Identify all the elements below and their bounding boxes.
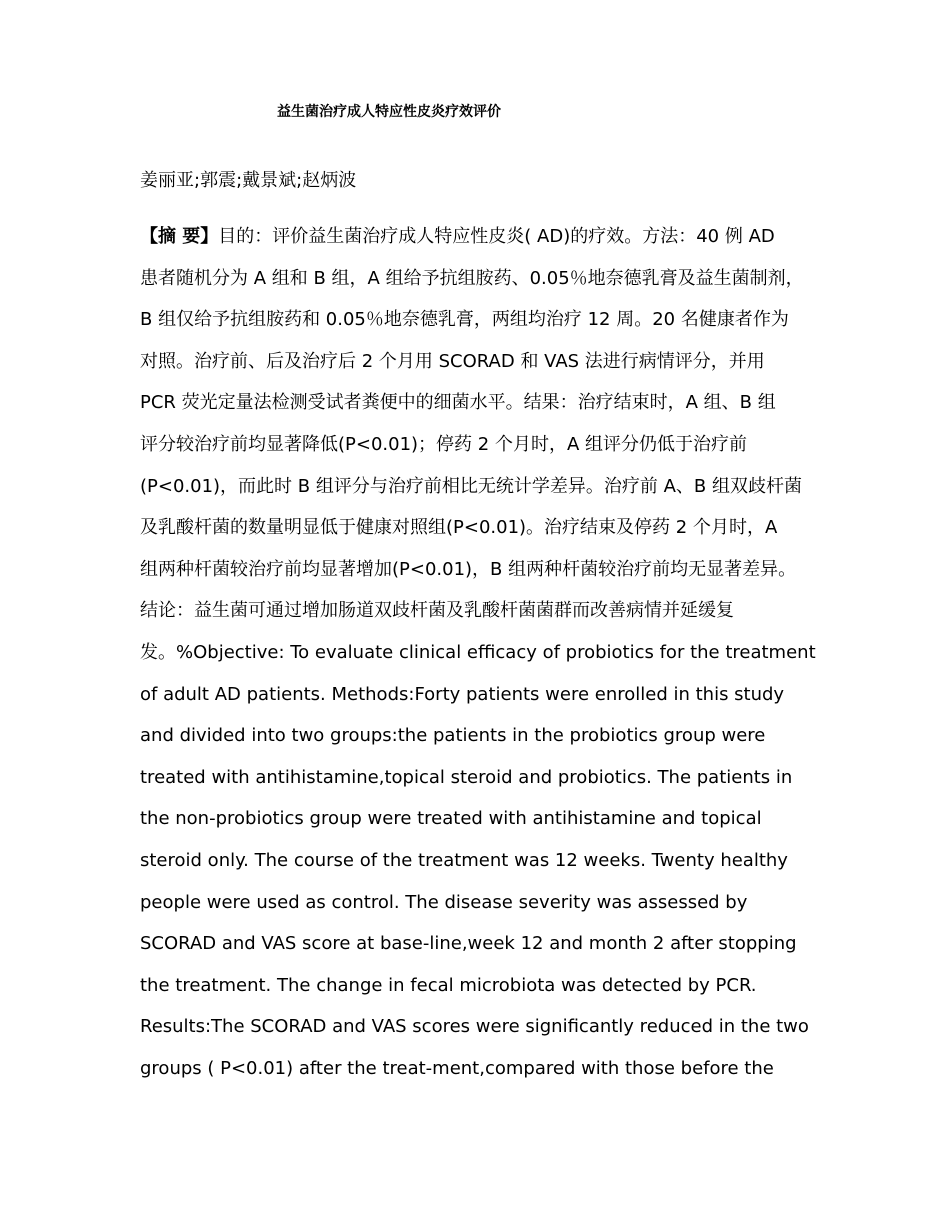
- abstract-line: [140, 844, 840, 886]
- abstract-line-text: PCR 荧光定量法检测受试者粪便中的细菌水平。结果：治疗结束时，A 组、B 组: [140, 392, 776, 414]
- abstract-line-text: (P<0.01)，而此时 B 组评分与治疗前相比无统计学差异。治疗前 A、B 组双歧杆菌: [140, 475, 802, 497]
- abstract-line-text: and divided into two groups:the patients in the probiotics group were: [140, 725, 766, 747]
- abstract: [140, 220, 840, 1093]
- abstract-line-text: 对照。治疗前、后及治疗后 2 个月用 SCORAD 和 VAS 法进行病情评分，并用: [140, 350, 765, 372]
- abstract-line-text: 目的：评价益生菌治疗成人特应性皮炎( AD)的疗效。方法：40 例 AD: [218, 226, 775, 247]
- abstract-line: [140, 886, 840, 928]
- abstract-line-text: of adult AD patients. Methods:Forty patients were enrolled in this study: [140, 683, 785, 705]
- abstract-line-text: the treatment. The change in fecal microbiota was detected by PCR.: [140, 974, 757, 996]
- abstract-line: [140, 719, 840, 761]
- abstract-line: [140, 470, 840, 512]
- abstract-line-text: treated with antihistamine,topical steroid and probiotics. The patients in: [140, 766, 793, 788]
- abstract-line: [140, 262, 840, 304]
- abstract-line: [140, 1010, 840, 1052]
- abstract-line-text: people were used as control. The disease severity was assessed by: [140, 891, 748, 913]
- abstract-line-text: 及乳酸杆菌的数量明显低于健康对照组(P<0.01)。治疗结束及停药 2 个月时，A: [140, 517, 778, 539]
- abstract-line-text: steroid only. The course of the treatment was 12 weeks. Twenty healthy: [140, 849, 788, 871]
- abstract-line-text: 结论：益生菌可通过增加肠道双歧杆菌及乳酸杆菌菌群而改善病情并延缓复: [140, 600, 734, 622]
- abstract-line-text: 患者随机分为 A 组和 B 组，A 组给予抗组胺药、0.05％地奈德乳膏及益生菌制剂，: [140, 267, 804, 289]
- abstract-line-text: B 组仅给予抗组胺药和 0.05％地奈德乳膏，两组均治疗 12 周。20 名健康者作为: [140, 309, 789, 331]
- abstract-label: 【摘 要】: [140, 226, 219, 247]
- abstract-line-text: 评分较治疗前均显著降低(P<0.01)；停药 2 个月时，A 组评分仍低于治疗前: [140, 433, 747, 455]
- abstract-line: [140, 678, 840, 720]
- abstract-line: [140, 345, 840, 387]
- abstract-line: [140, 636, 840, 678]
- abstract-line-text: 组两种杆菌较治疗前均显著增加(P<0.01)，B 组两种杆菌较治疗前均无显著差异。: [140, 558, 797, 580]
- abstract-line: [140, 927, 840, 969]
- abstract-line-text: SCORAD and VAS score at base-line,week 12 and month 2 after stopping: [140, 933, 797, 955]
- abstract-line-text: Results:The SCORAD and VAS scores were significantly reduced in the two: [140, 1016, 809, 1038]
- abstract-line: [140, 802, 840, 844]
- abstract-line: [140, 553, 840, 595]
- abstract-line: [140, 594, 840, 636]
- abstract-line: [140, 428, 840, 470]
- paper-title: 益生菌治疗成人特应性皮炎疗效评价: [277, 104, 501, 120]
- abstract-line: [140, 761, 840, 803]
- abstract-line-text: groups ( P<0.01) after the treat-ment,compared with those before the: [140, 1057, 774, 1079]
- abstract-line-text: 发。%Objective: To evaluate clinical efficacy of probiotics for the treatment: [140, 641, 816, 663]
- abstract-line-text: the non-probiotics group were treated with antihistamine and topical: [140, 808, 762, 830]
- abstract-line: [140, 969, 840, 1011]
- abstract-line: [140, 511, 840, 553]
- abstract-line: [140, 220, 840, 262]
- abstract-line: [140, 1052, 840, 1094]
- abstract-line: [140, 303, 840, 345]
- abstract-line: [140, 386, 840, 428]
- author-list: 姜丽亚;郭震;戴景斌;赵炳波: [140, 170, 357, 191]
